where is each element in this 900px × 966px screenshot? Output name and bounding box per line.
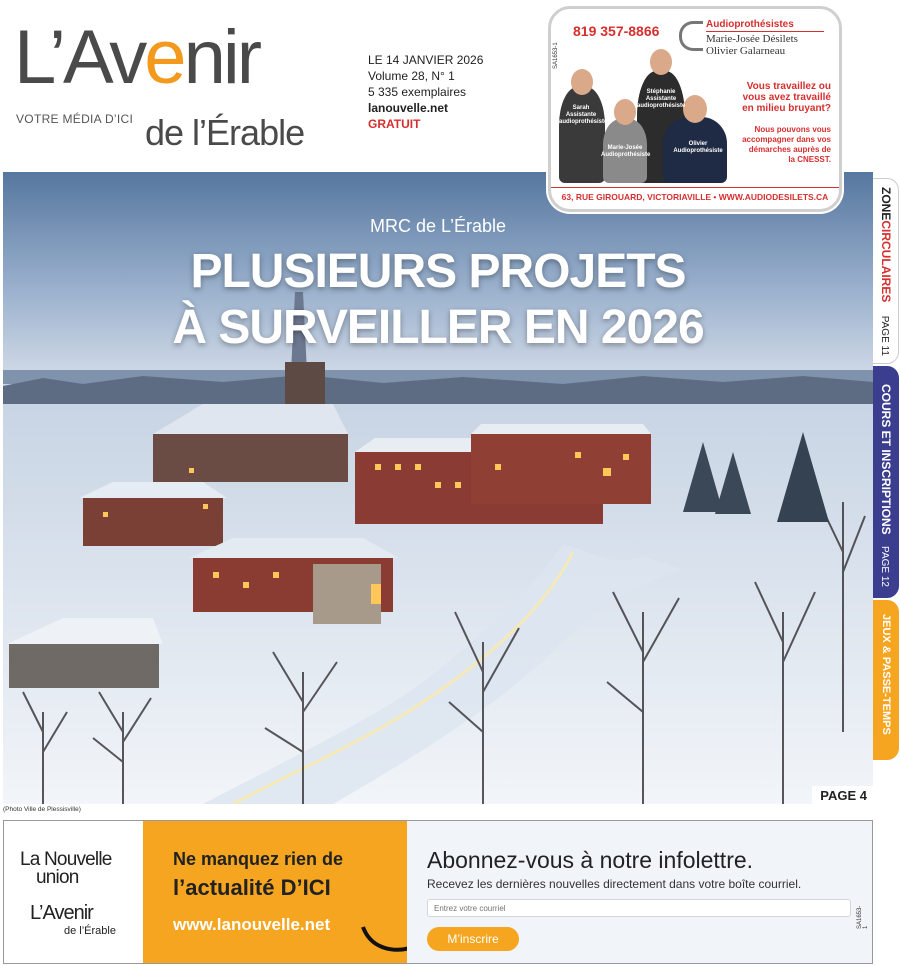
tab-jeux-passe-temps[interactable]: [873, 600, 899, 760]
headline-line-1: PLUSIEURS PROJETS: [190, 245, 686, 298]
photo-credit: (Photo Ville de Plessisville): [3, 806, 81, 813]
logo-avenir[interactable]: L’Avenir: [14, 15, 260, 100]
ad-divider: [706, 31, 824, 32]
tab-cours-label: COURS ET INSCRIPTIONS: [879, 384, 893, 535]
person-marie-josee-head: [614, 99, 636, 125]
hero-headline[interactable]: [3, 244, 873, 356]
tab-zone-label-a: ZONE: [878, 187, 893, 221]
tab-zone-label-b: CIRCULAIRES: [878, 220, 893, 303]
issue-volume: Volume 28, N° 1: [368, 69, 455, 83]
person-sarah: [559, 87, 608, 183]
ad-name-1: Marie-Josée Désilets: [706, 33, 798, 45]
page-reference[interactable]: PAGE 4: [812, 786, 873, 804]
newsletter-subtitle: Recevez les dernières nouvelles directement dans votre boîte courriel.: [427, 877, 802, 891]
tab-zone-circulaires[interactable]: [873, 178, 899, 364]
tab-cours-page: PAGE 12: [879, 546, 890, 587]
ad-phone: 819 357-8866: [573, 23, 660, 39]
newsletter-title: Abonnez-vous à notre infolettre.: [427, 847, 754, 873]
caption-stephanie: Stéphanie Assistante audioprothésiste: [637, 89, 686, 109]
logo-la-nouvelle-union: La Nouvelle union: [20, 849, 112, 888]
promo-line-2: l’actualité D’ICI: [173, 875, 331, 900]
audiologist-ad[interactable]: [548, 6, 842, 212]
person-sarah-head: [571, 69, 593, 95]
logo-erable: de l’Érable: [145, 112, 305, 153]
banner-promo: [143, 821, 407, 963]
tab-jeux-label: JEUX & PASSE-TEMPS: [880, 614, 892, 735]
ad-names: [706, 33, 798, 57]
banner-reference: SA1653-1: [857, 905, 869, 929]
person-stephanie-head: [650, 49, 672, 75]
logo-avenir-mini: L’Avenir: [30, 902, 93, 924]
website-link[interactable]: lanouvelle.net: [368, 101, 449, 115]
caption-marie-josee: Marie-Josée Audioprothésiste: [601, 145, 651, 158]
hero-kicker: MRC de L’Érable: [369, 216, 507, 236]
ad-address[interactable]: 63, RUE GIROUARD, VICTORIAVILLE • WWW.AUDIODESILETS.CA: [551, 187, 839, 202]
ad-brand: Audioprothésistes: [706, 19, 794, 30]
caption-olivier: Olivier Audioprothésiste: [673, 141, 723, 154]
email-field[interactable]: [427, 899, 851, 917]
issue-copies: 5 335 exemplaires: [368, 85, 467, 99]
ad-name-2: Olivier Galarneau: [706, 45, 786, 57]
ad-reference: SA1653-1: [553, 42, 559, 69]
newsletter-signup: [407, 821, 872, 963]
banner-logos: [4, 821, 143, 963]
hero-photo[interactable]: [3, 172, 873, 804]
price-label: GRATUIT: [368, 117, 421, 131]
person-olivier-head: [683, 95, 707, 123]
subscribe-button[interactable]: M’inscrire: [427, 927, 519, 951]
newsletter-banner: [3, 820, 873, 964]
logo-tagline: VOTRE MÉDIA D’ICI: [16, 112, 134, 126]
promo-line-1: Ne manquez rien de: [173, 849, 344, 869]
ear-logo-icon: [679, 21, 703, 51]
ad-question: Vous travaillez ou vous avez travaillé en milieu bruyant?: [742, 81, 831, 114]
headline-line-2: À SURVEILLER EN 2026: [172, 301, 704, 354]
ad-offer: Nous pouvons vous accompagner dans vos démarches auprès de la CNESST.: [742, 125, 831, 164]
issue-date: LE 14 JANVIER 2026: [368, 53, 484, 67]
tab-cours-inscriptions[interactable]: [873, 366, 899, 598]
caption-sarah: Sarah Assistante audioprothésiste: [559, 105, 608, 125]
issue-info: [368, 52, 483, 132]
logo-erable-mini: de l’Érable: [64, 925, 116, 937]
promo-website-link[interactable]: www.lanouvelle.net: [173, 915, 331, 934]
tab-zone-page: PAGE 11: [878, 315, 890, 356]
